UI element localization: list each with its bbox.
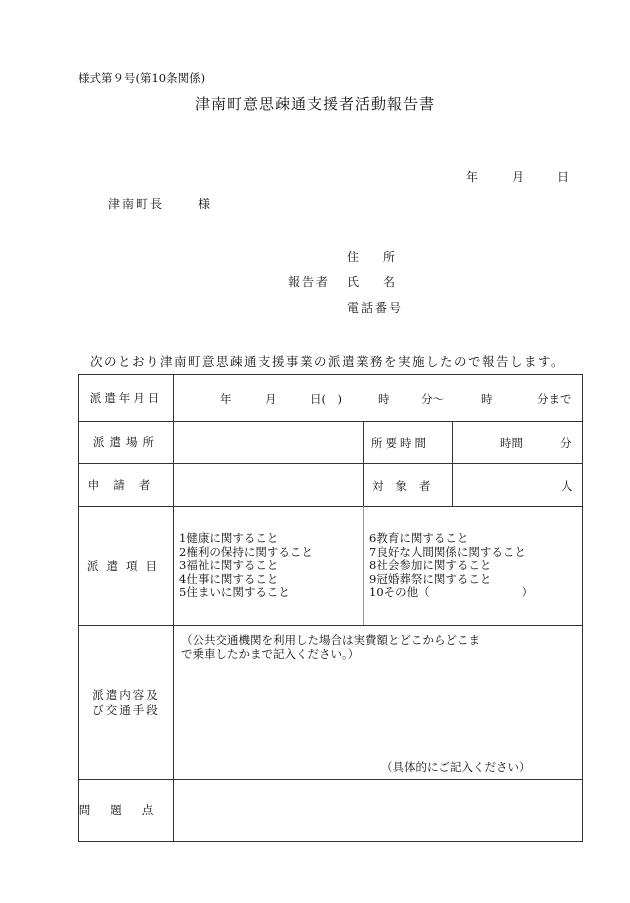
- dispatch-minute-from: 分～: [421, 392, 444, 406]
- dispatch-hour-from: 時: [378, 392, 390, 406]
- details-note-bottom: （具体的にご記入ください）: [381, 760, 531, 774]
- details-label-line1: 派遣内容及: [92, 688, 160, 702]
- addressee-name: 津南町長: [108, 197, 165, 211]
- dispatch-place-label: 派遣場所: [93, 435, 159, 449]
- date-year-label: 年: [466, 170, 479, 184]
- dispatch-items-left-list: [179, 532, 313, 600]
- dispatch-item: 7良好な人間関係に関すること: [369, 544, 526, 559]
- reporter-address-label: 住 所: [347, 250, 396, 264]
- dispatch-item: 10その他（ ）: [369, 585, 534, 599]
- dispatch-item: 5住まいに関すること: [179, 585, 290, 599]
- form-number: 様式第９号(第10条関係): [78, 71, 206, 85]
- dispatch-item: 9冠婚葬祭に関すること: [369, 571, 492, 586]
- target-person-unit: 人: [561, 479, 573, 493]
- dispatch-item: 6教育に関すること: [369, 531, 469, 545]
- date-day-label: 日: [557, 170, 570, 184]
- dispatch-minute-to: 分まで: [537, 392, 572, 406]
- reporter-group-label: 報告者: [288, 275, 331, 289]
- target-person-label: 対象者: [372, 479, 443, 493]
- items-divider: [363, 506, 364, 625]
- reporter-phone-label: 電話番号: [347, 301, 404, 315]
- intro-text: 次のとおり津南町意思疎通支援事業の派遣業務を実施したので報告します。: [90, 354, 566, 369]
- dispatch-hour-to: 時: [481, 392, 493, 406]
- dispatch-year: 年: [220, 392, 232, 406]
- dispatch-item: 8社会参加に関すること: [369, 558, 492, 572]
- report-table: [78, 374, 583, 842]
- dispatch-date-label: 派遣年月日: [89, 391, 163, 405]
- dispatch-items-right-list: [369, 532, 533, 600]
- details-note: [181, 633, 480, 661]
- reporter-name-label: 氏 名: [347, 275, 396, 289]
- date-month-label: 月: [512, 170, 525, 184]
- dispatch-item: 1健康に関すること: [179, 531, 279, 545]
- column-divider: [452, 421, 453, 506]
- required-time-label: 所要時間: [371, 436, 429, 450]
- details-note-line1: （公共交通機関を利用した場合は実費額とどこからどこま: [181, 633, 480, 647]
- required-minutes-unit: 分: [560, 436, 572, 450]
- row-divider: [79, 625, 582, 626]
- details-label-line2: び交通手段: [92, 703, 160, 717]
- applicant-label: 申請者: [87, 477, 165, 492]
- problems-label: 問題点: [78, 803, 174, 817]
- dispatch-month: 月: [265, 392, 277, 406]
- dispatch-items-label: 派遣項目: [87, 558, 165, 573]
- document-title: 津南町意思疎通支援者活動報告書: [194, 95, 435, 113]
- required-hours-unit: 時間: [500, 436, 523, 450]
- details-note-line2: で乗車したかまで記入ください。）: [181, 647, 360, 661]
- dispatch-item: 3福祉に関すること: [179, 558, 279, 572]
- dispatch-day: 日( ): [310, 392, 342, 406]
- column-divider: [363, 421, 364, 506]
- dispatch-item: 2権利の保持に関すること: [179, 544, 313, 559]
- column-divider: [173, 375, 174, 841]
- details-label: [79, 688, 173, 718]
- addressee-honorific: 様: [198, 197, 213, 211]
- dispatch-item: 4仕事に関すること: [179, 571, 279, 586]
